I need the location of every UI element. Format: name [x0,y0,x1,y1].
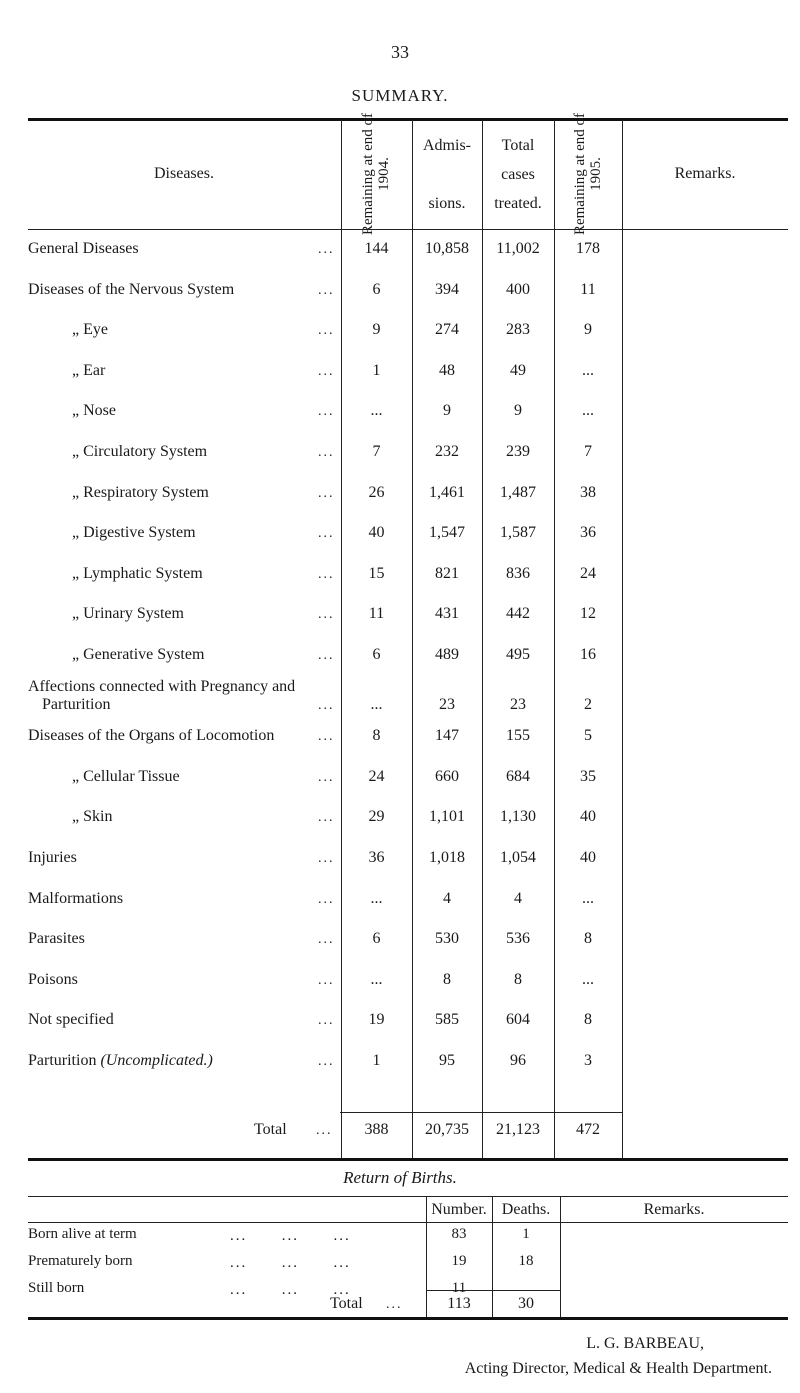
summary-row-leader-dots: ... [318,445,335,460]
signature-title: Acting Director, Medical & Health Department. [464,1360,772,1377]
summary-cell-admissions: 489 [435,646,459,663]
summary-cell-remaining-1904: 36 [368,849,385,866]
summary-cell-remaining-1904: 1 [372,1052,381,1069]
header-admissions-bottom: sions. [428,195,466,212]
summary-total-label: Total [254,1121,287,1138]
summary-cell-admissions: 1,101 [429,808,465,826]
summary-bottom-rule [28,1158,788,1161]
births-header-remarks: Remarks. [643,1201,705,1218]
summary-cell-total: 1,587 [500,524,536,542]
summary-row-name: Injuries [28,849,77,866]
summary-cell-remaining-1905: 36 [580,524,596,542]
summary-cell-remaining-1904: 6 [372,646,381,663]
summary-cell-admissions: 8 [443,970,451,988]
summary-cell-remaining-1904: 144 [364,240,389,257]
summary-row-leader-dots: ... [318,566,335,582]
summary-cell-remaining-1905: 40 [580,808,596,826]
summary-cell-total: 400 [506,280,530,298]
col-divider-1 [341,120,342,1158]
summary-cell-remaining-1905: 3 [584,1052,592,1069]
births-header-number: Number. [431,1201,487,1218]
summary-cell-admissions: 1,547 [429,524,465,542]
summary-cell-total: 684 [506,767,530,785]
summary-cell-remaining-1905: 8 [584,1011,592,1029]
summary-cell-total: 23 [510,695,526,713]
summary-cell-total: 1,054 [500,849,536,866]
births-cell-number: 11 [451,1280,467,1296]
header-remaining-1905: Remaining at end of 1905. [572,112,604,236]
col-divider-4 [554,120,555,1158]
summary-row-leader-dots: ... [318,891,335,907]
summary-row-leader-dots: ... [318,607,335,623]
summary-row-leader-dots: ... [318,485,335,501]
summary-row-leader-dots: ... [318,769,335,785]
summary-row-name: „ Ear [72,361,106,379]
summary-cell-remaining-1905: 178 [576,240,600,257]
summary-cell-total: 836 [506,564,530,582]
summary-row-name: „ Digestive System [72,524,196,542]
summary-cell-remaining-1905: ... [582,889,594,907]
summary-cell-total: 96 [510,1052,526,1069]
births-header-deaths: Deaths. [501,1201,551,1218]
summary-cell-admissions: 1,461 [429,483,465,501]
summary-cell-admissions: 232 [435,443,459,460]
summary-row-leader-dots: ... [318,363,335,379]
births-cell-number: 19 [451,1253,467,1269]
summary-row-leader-dots: ... [318,729,335,745]
summary-total-cases: 21,123 [496,1121,540,1138]
summary-cell-remaining-1905: 12 [580,605,596,623]
summary-row-leader-dots: ... [318,851,335,866]
births-row-label: Still born [28,1280,85,1296]
births-total-label: Total [330,1295,363,1312]
summary-cell-remaining-1904: ... [370,889,383,907]
summary-row-name: „ Eye [72,321,108,339]
births-cell-deaths: 1 [522,1226,530,1242]
summary-cell-admissions: 1,018 [429,849,465,866]
header-admissions-top: Admis- [423,137,471,154]
uncomplicated-note: (Uncomplicated.) [100,1052,213,1069]
summary-cell-remaining-1905: 7 [584,443,592,460]
col-divider-2 [412,120,413,1158]
col-divider-5 [622,120,623,1158]
summary-cell-remaining-1904: 24 [368,767,385,785]
header-remarks: Remarks. [674,165,736,182]
summary-title: SUMMARY. [351,86,449,105]
summary-cell-remaining-1905: 40 [580,849,596,866]
summary-total-dots: ... [316,1123,333,1138]
summary-cell-remaining-1904: 6 [372,930,381,948]
summary-row-leader-dots: ... [318,1013,335,1029]
summary-header-rule [28,229,788,230]
summary-cell-admissions: 9 [443,402,451,420]
page-number: 33 [391,42,409,62]
summary-row-name: „ Circulatory System [72,443,208,460]
summary-cell-remaining-1904: 9 [372,321,381,339]
header-diseases: Diseases. [154,165,214,182]
summary-row-name: Not specified [28,1011,114,1029]
summary-cell-remaining-1904: 6 [372,280,381,298]
summary-cell-remaining-1905: 11 [580,280,596,298]
births-row-leader-dots: ... ... ... [230,1255,351,1271]
summary-cell-total: 9 [514,402,522,420]
summary-cell-total: 49 [510,361,526,379]
summary-row-leader-dots: ... [318,697,335,713]
summary-cell-remaining-1905: ... [582,970,594,988]
summary-cell-remaining-1904: 1 [372,361,381,379]
summary-cell-remaining-1904: 15 [368,564,385,582]
col-divider-3 [482,120,483,1158]
births-row-label: Born alive at term [28,1226,137,1242]
summary-cell-admissions: 660 [435,767,459,785]
summary-cell-remaining-1904: ... [370,970,383,988]
summary-row-name: Affections connected with Pregnancy and [28,677,296,695]
summary-row-name: Malformations [28,889,124,907]
summary-cell-remaining-1904: 19 [368,1011,385,1029]
summary-row-leader-dots: ... [318,323,335,339]
summary-cell-remaining-1905: ... [582,361,594,379]
summary-row-leader-dots: ... [318,404,335,420]
summary-cell-total: 11,002 [496,240,540,257]
summary-cell-admissions: 4 [443,889,451,907]
summary-cell-total: 536 [506,930,530,948]
births-cell-deaths: 18 [518,1253,534,1269]
summary-row-name: „ Lymphatic System [72,564,203,582]
summary-cell-admissions: 530 [435,930,459,948]
summary-cell-total: 239 [506,443,530,460]
summary-row-name: Poisons [28,970,78,988]
births-title: Return of Births. [343,1168,457,1187]
summary-cell-total: 1,130 [500,808,536,826]
summary-cell-remaining-1904: 8 [372,727,381,745]
summary-cell-remaining-1905: 38 [580,483,596,501]
summary-row-name: Parturition (Uncomplicated.) [28,1052,213,1069]
summary-cell-remaining-1905: 8 [584,930,592,948]
summary-row-leader-dots: ... [318,648,335,663]
summary-row-name: „ Generative System [72,646,205,663]
summary-cell-admissions: 48 [439,361,455,379]
summary-cell-admissions: 274 [435,321,459,339]
summary-cell-total: 283 [506,321,530,339]
summary-cell-remaining-1905: 5 [584,727,592,745]
summary-row-leader-dots: ... [318,1054,335,1069]
summary-row-name: Diseases of the Nervous System [28,280,235,298]
summary-row-leader-dots: ... [318,526,335,542]
births-total-dots: ... [386,1297,403,1312]
summary-cell-admissions: 95 [439,1052,455,1069]
summary-cell-remaining-1904: 11 [368,605,385,623]
births-cell-number: 83 [451,1226,467,1242]
summary-cell-remaining-1905: 2 [584,695,592,713]
summary-cell-remaining-1904: ... [370,402,383,420]
summary-top-rule [28,118,788,121]
births-row-label: Prematurely born [28,1253,133,1269]
summary-total-rule [340,1112,622,1113]
summary-cell-remaining-1905: 35 [580,767,596,785]
summary-cell-admissions: 394 [435,280,459,298]
summary-cell-remaining-1905: ... [582,402,594,420]
births-row-leader-dots: ... ... ... [230,1282,351,1298]
summary-row-leader-dots: ... [318,932,335,948]
summary-cell-remaining-1904: 26 [368,483,385,501]
summary-cell-remaining-1905: 24 [580,564,596,582]
summary-cell-remaining-1905: 9 [584,321,592,339]
summary-cell-remaining-1904: 40 [368,524,385,542]
header-remaining-1904: Remaining at end of 1904. [360,112,392,236]
summary-row-leader-dots: ... [318,810,335,826]
summary-cell-admissions: 585 [435,1011,459,1029]
summary-total-remaining-1905: 472 [576,1121,600,1138]
summary-cell-admissions: 821 [435,564,459,582]
summary-row-name-continued: Parturition [42,695,111,713]
summary-cell-total: 8 [514,970,522,988]
summary-cell-admissions: 10,858 [425,240,469,257]
summary-cell-remaining-1905: 16 [580,646,596,663]
summary-row-name: Diseases of the Organs of Locomotion [28,727,275,745]
summary-total-remaining-1904: 388 [364,1121,389,1138]
summary-cell-admissions: 431 [435,605,459,623]
signature-name: L. G. BARBEAU, [586,1335,704,1352]
births-total-deaths: 30 [518,1295,534,1312]
summary-cell-total: 1,487 [500,483,536,501]
summary-cell-total: 604 [506,1011,530,1029]
summary-cell-remaining-1904: 7 [372,443,381,460]
header-total-mid: cases [501,166,535,183]
summary-row-leader-dots: ... [318,242,335,257]
summary-row-name: „ Respiratory System [72,483,209,501]
summary-cell-total: 495 [506,646,530,663]
summary-row-name: General Diseases [28,240,139,257]
summary-cell-admissions: 23 [439,695,455,713]
summary-cell-total: 4 [514,889,522,907]
summary-total-admissions: 20,735 [425,1121,469,1138]
births-row-leader-dots: ... ... ... [230,1228,351,1244]
summary-cell-admissions: 147 [435,727,459,745]
summary-cell-total: 442 [506,605,530,623]
summary-row-name: „ Urinary System [72,605,184,623]
header-total-bottom: treated. [494,195,542,212]
births-bottom-rule [28,1317,788,1320]
summary-row-name: Parasites [28,930,85,948]
summary-row-leader-dots: ... [318,972,335,988]
summary-cell-total: 155 [506,727,530,745]
header-total-top: Total [501,137,535,154]
summary-row-leader-dots: ... [318,282,335,298]
summary-row-name: „ Skin [72,808,113,826]
summary-row-name: „ Nose [72,402,116,420]
summary-row-name: „ Cellular Tissue [72,767,180,785]
births-total-number: 113 [447,1295,471,1312]
summary-cell-remaining-1904: ... [370,695,383,713]
summary-cell-remaining-1904: 29 [368,808,385,826]
